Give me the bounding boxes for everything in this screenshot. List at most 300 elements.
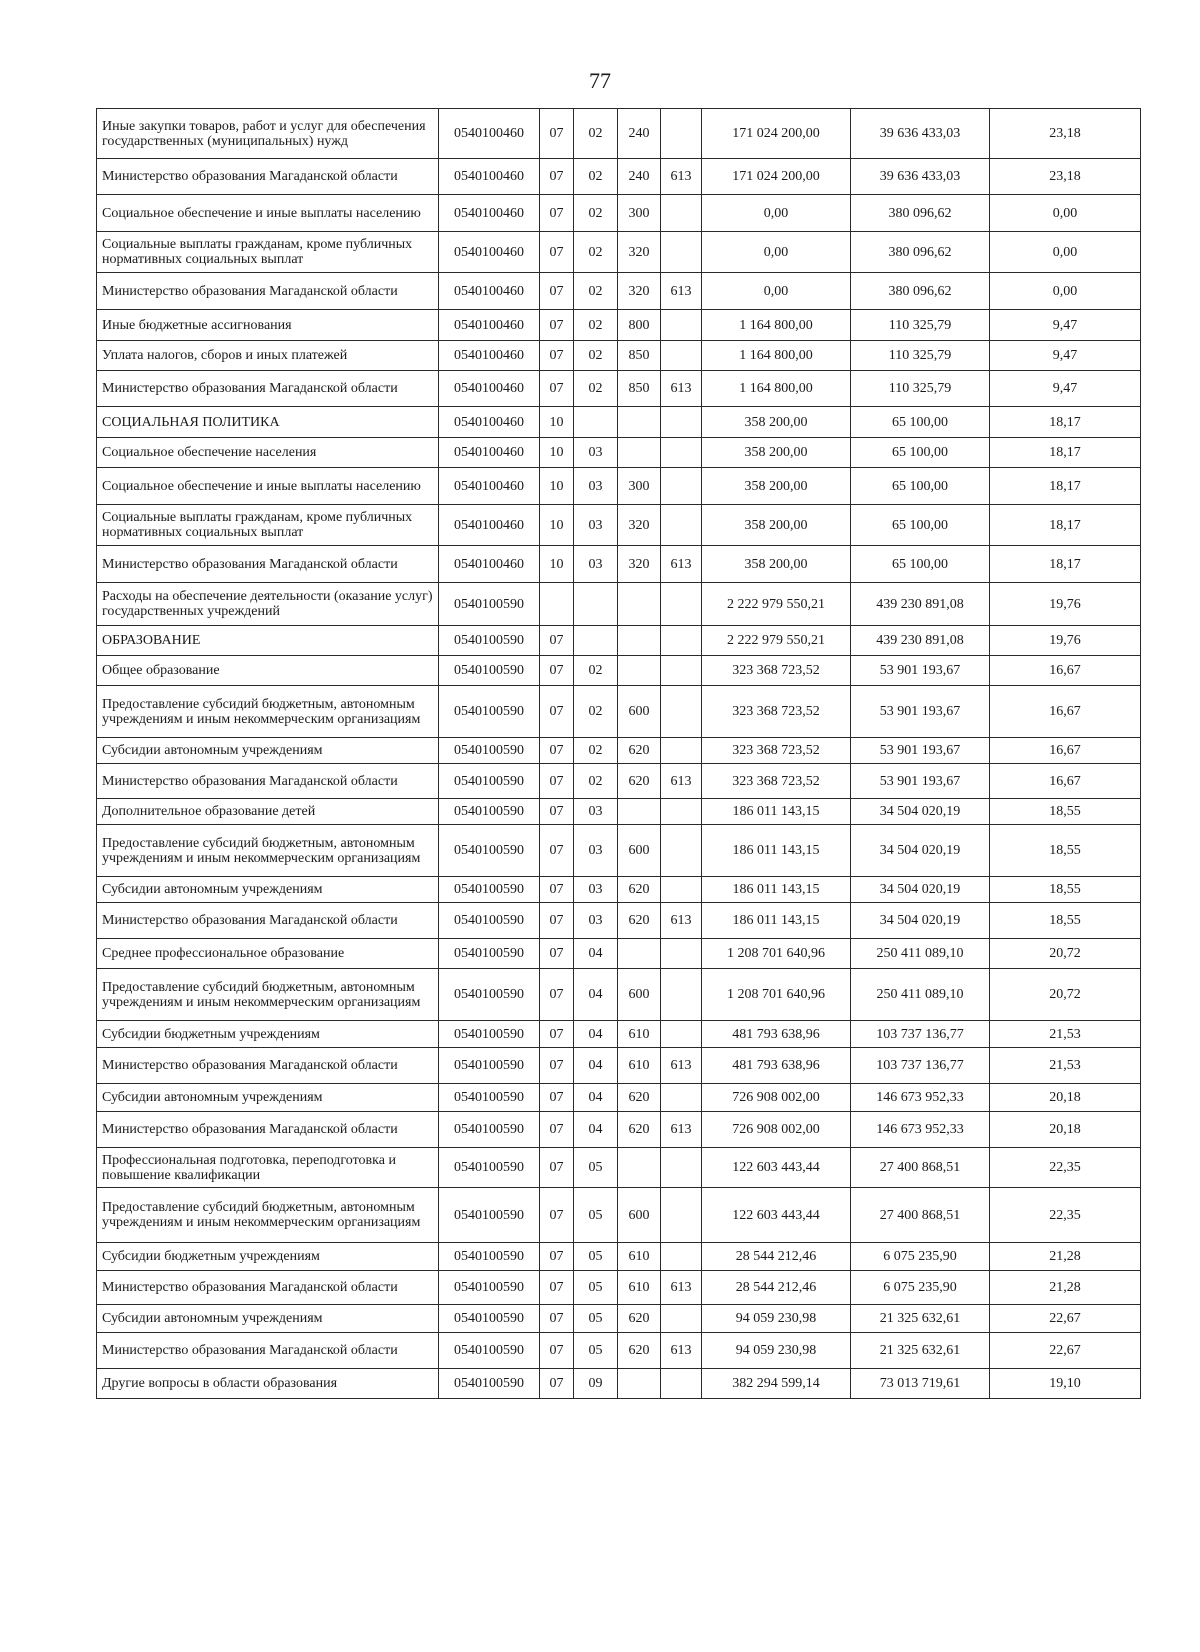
row-grbs-code: 613 (661, 1333, 702, 1369)
row-actual-amount: 146 673 952,33 (851, 1112, 990, 1148)
row-percent: 18,17 (990, 407, 1141, 438)
row-expense-type (618, 1148, 661, 1188)
row-csr-code: 0540100590 (439, 969, 540, 1021)
row-actual-amount: 21 325 632,61 (851, 1305, 990, 1333)
row-actual-amount: 53 901 193,67 (851, 686, 990, 738)
row-csr-code: 0540100460 (439, 407, 540, 438)
row-section: 07 (540, 1084, 574, 1112)
row-actual-amount: 250 411 089,10 (851, 939, 990, 969)
row-planned-amount: 1 208 701 640,96 (702, 939, 851, 969)
row-expense-type: 850 (618, 371, 661, 407)
row-actual-amount: 146 673 952,33 (851, 1084, 990, 1112)
row-actual-amount: 34 504 020,19 (851, 903, 990, 939)
row-actual-amount: 65 100,00 (851, 546, 990, 583)
row-expense-type: 850 (618, 341, 661, 371)
table-row (97, 195, 1141, 232)
row-expense-type: 620 (618, 1333, 661, 1369)
row-subsection: 04 (574, 1048, 618, 1084)
row-planned-amount: 28 544 212,46 (702, 1271, 851, 1305)
row-percent: 23,18 (990, 109, 1141, 159)
row-actual-amount: 21 325 632,61 (851, 1333, 990, 1369)
table-row (97, 371, 1141, 407)
row-grbs-code (661, 969, 702, 1021)
page-number: 77 (589, 68, 611, 93)
row-grbs-code (661, 341, 702, 371)
row-expense-type: 620 (618, 738, 661, 764)
row-percent: 19,10 (990, 1369, 1141, 1399)
row-expense-type: 600 (618, 1188, 661, 1243)
row-grbs-code (661, 686, 702, 738)
row-planned-amount: 186 011 143,15 (702, 799, 851, 825)
row-grbs-code (661, 468, 702, 505)
row-section: 07 (540, 1243, 574, 1271)
row-section: 07 (540, 232, 574, 273)
row-actual-amount: 110 325,79 (851, 310, 990, 341)
row-percent: 22,67 (990, 1305, 1141, 1333)
row-name: Субсидии автономным учреждениям (97, 877, 439, 903)
row-expense-type: 610 (618, 1021, 661, 1048)
row-csr-code: 0540100590 (439, 1305, 540, 1333)
row-grbs-code (661, 1084, 702, 1112)
row-csr-code: 0540100460 (439, 310, 540, 341)
row-csr-code: 0540100460 (439, 273, 540, 310)
row-csr-code: 0540100460 (439, 109, 540, 159)
row-actual-amount: 53 901 193,67 (851, 656, 990, 686)
table-row (97, 1021, 1141, 1048)
table-row (97, 438, 1141, 468)
row-name: Министерство образования Магаданской области (97, 764, 439, 799)
table-row (97, 686, 1141, 738)
row-planned-amount: 358 200,00 (702, 468, 851, 505)
row-name: Предоставление субсидий бюджетным, автономным учреждениям и иным некоммерческим организациям (97, 686, 439, 738)
row-percent: 23,18 (990, 159, 1141, 195)
row-actual-amount: 439 230 891,08 (851, 626, 990, 656)
row-section: 10 (540, 505, 574, 546)
row-subsection: 03 (574, 505, 618, 546)
table-row (97, 1148, 1141, 1188)
row-percent: 21,53 (990, 1048, 1141, 1084)
row-expense-type: 320 (618, 546, 661, 583)
row-section: 07 (540, 764, 574, 799)
row-subsection: 04 (574, 939, 618, 969)
row-subsection: 02 (574, 341, 618, 371)
row-csr-code: 0540100590 (439, 656, 540, 686)
row-grbs-code (661, 195, 702, 232)
table-row (97, 583, 1141, 626)
table-row (97, 969, 1141, 1021)
row-subsection: 02 (574, 159, 618, 195)
table-row (97, 1084, 1141, 1112)
row-planned-amount: 323 368 723,52 (702, 686, 851, 738)
row-planned-amount: 122 603 443,44 (702, 1148, 851, 1188)
row-planned-amount: 481 793 638,96 (702, 1048, 851, 1084)
table-row (97, 1243, 1141, 1271)
row-actual-amount: 27 400 868,51 (851, 1148, 990, 1188)
row-subsection: 05 (574, 1243, 618, 1271)
row-actual-amount: 103 737 136,77 (851, 1021, 990, 1048)
row-csr-code: 0540100460 (439, 195, 540, 232)
row-percent: 0,00 (990, 232, 1141, 273)
row-section: 07 (540, 1148, 574, 1188)
row-csr-code: 0540100590 (439, 1148, 540, 1188)
table-row (97, 626, 1141, 656)
row-csr-code: 0540100590 (439, 1369, 540, 1399)
row-section: 07 (540, 799, 574, 825)
row-planned-amount: 171 024 200,00 (702, 109, 851, 159)
row-name: Социальные выплаты гражданам, кроме публичных нормативных социальных выплат (97, 232, 439, 273)
table-row (97, 877, 1141, 903)
row-grbs-code (661, 656, 702, 686)
row-section: 07 (540, 738, 574, 764)
row-planned-amount: 0,00 (702, 195, 851, 232)
row-section: 07 (540, 371, 574, 407)
row-csr-code: 0540100460 (439, 159, 540, 195)
table-row (97, 1305, 1141, 1333)
row-planned-amount: 323 368 723,52 (702, 656, 851, 686)
row-subsection: 05 (574, 1333, 618, 1369)
row-actual-amount: 65 100,00 (851, 407, 990, 438)
row-grbs-code (661, 232, 702, 273)
row-expense-type (618, 939, 661, 969)
row-name: Предоставление субсидий бюджетным, автономным учреждениям и иным некоммерческим организациям (97, 1188, 439, 1243)
row-actual-amount: 103 737 136,77 (851, 1048, 990, 1084)
row-section (540, 583, 574, 626)
table-row (97, 341, 1141, 371)
row-percent: 9,47 (990, 310, 1141, 341)
row-section: 07 (540, 825, 574, 877)
row-section: 07 (540, 1271, 574, 1305)
row-expense-type: 620 (618, 764, 661, 799)
row-subsection: 05 (574, 1188, 618, 1243)
row-subsection: 02 (574, 686, 618, 738)
table-row (97, 273, 1141, 310)
row-name: Дополнительное образование детей (97, 799, 439, 825)
row-section: 07 (540, 1188, 574, 1243)
row-csr-code: 0540100590 (439, 764, 540, 799)
row-csr-code: 0540100460 (439, 371, 540, 407)
row-name: Предоставление субсидий бюджетным, автономным учреждениям и иным некоммерческим организациям (97, 825, 439, 877)
row-name: Министерство образования Магаданской области (97, 1112, 439, 1148)
row-percent: 20,72 (990, 969, 1141, 1021)
row-name: Предоставление субсидий бюджетным, автономным учреждениям и иным некоммерческим организациям (97, 969, 439, 1021)
row-grbs-code (661, 1021, 702, 1048)
row-section: 10 (540, 546, 574, 583)
row-percent: 22,35 (990, 1188, 1141, 1243)
table-row (97, 1112, 1141, 1148)
row-planned-amount: 28 544 212,46 (702, 1243, 851, 1271)
row-name: Иные бюджетные ассигнования (97, 310, 439, 341)
row-name: Субсидии бюджетным учреждениям (97, 1021, 439, 1048)
row-grbs-code (661, 939, 702, 969)
row-planned-amount: 186 011 143,15 (702, 825, 851, 877)
row-name: Субсидии автономным учреждениям (97, 738, 439, 764)
row-planned-amount: 358 200,00 (702, 407, 851, 438)
row-planned-amount: 2 222 979 550,21 (702, 583, 851, 626)
row-percent: 0,00 (990, 273, 1141, 310)
row-csr-code: 0540100590 (439, 877, 540, 903)
row-planned-amount: 358 200,00 (702, 438, 851, 468)
row-expense-type (618, 799, 661, 825)
row-name: Другие вопросы в области образования (97, 1369, 439, 1399)
row-percent: 18,55 (990, 903, 1141, 939)
row-planned-amount: 726 908 002,00 (702, 1112, 851, 1148)
row-csr-code: 0540100590 (439, 939, 540, 969)
row-grbs-code (661, 310, 702, 341)
row-percent: 16,67 (990, 764, 1141, 799)
row-percent: 16,67 (990, 686, 1141, 738)
row-planned-amount: 94 059 230,98 (702, 1305, 851, 1333)
row-name: Министерство образования Магаданской области (97, 1271, 439, 1305)
row-section: 10 (540, 438, 574, 468)
row-expense-type: 320 (618, 505, 661, 546)
row-csr-code: 0540100590 (439, 825, 540, 877)
row-percent: 18,17 (990, 505, 1141, 546)
row-actual-amount: 39 636 433,03 (851, 159, 990, 195)
table-row (97, 310, 1141, 341)
row-subsection: 02 (574, 109, 618, 159)
row-percent: 19,76 (990, 583, 1141, 626)
row-expense-type (618, 407, 661, 438)
row-percent: 9,47 (990, 371, 1141, 407)
row-section: 07 (540, 686, 574, 738)
row-percent: 18,55 (990, 825, 1141, 877)
row-name: Министерство образования Магаданской области (97, 371, 439, 407)
table-row (97, 1048, 1141, 1084)
row-grbs-code: 613 (661, 903, 702, 939)
row-grbs-code (661, 738, 702, 764)
row-actual-amount: 34 504 020,19 (851, 799, 990, 825)
row-subsection: 04 (574, 1084, 618, 1112)
row-planned-amount: 358 200,00 (702, 505, 851, 546)
row-subsection: 02 (574, 656, 618, 686)
table-row (97, 468, 1141, 505)
row-subsection: 04 (574, 1112, 618, 1148)
row-actual-amount: 110 325,79 (851, 341, 990, 371)
row-expense-type: 600 (618, 825, 661, 877)
row-planned-amount: 94 059 230,98 (702, 1333, 851, 1369)
row-expense-type: 300 (618, 468, 661, 505)
row-csr-code: 0540100590 (439, 1084, 540, 1112)
row-actual-amount: 34 504 020,19 (851, 877, 990, 903)
row-grbs-code (661, 626, 702, 656)
row-section: 07 (540, 310, 574, 341)
row-section: 07 (540, 1305, 574, 1333)
row-csr-code: 0540100590 (439, 799, 540, 825)
row-section: 10 (540, 407, 574, 438)
row-subsection: 03 (574, 825, 618, 877)
row-planned-amount: 0,00 (702, 273, 851, 310)
row-percent: 18,55 (990, 877, 1141, 903)
table-row (97, 656, 1141, 686)
row-name: Субсидии автономным учреждениям (97, 1305, 439, 1333)
row-subsection: 03 (574, 799, 618, 825)
row-name: Иные закупки товаров, работ и услуг для обеспечения государственных (муниципальных) нужд (97, 109, 439, 159)
row-section: 07 (540, 273, 574, 310)
row-name: Профессиональная подготовка, переподготовка и повышение квалификации (97, 1148, 439, 1188)
row-percent: 20,72 (990, 939, 1141, 969)
table-row (97, 1369, 1141, 1399)
row-planned-amount: 726 908 002,00 (702, 1084, 851, 1112)
row-grbs-code: 613 (661, 764, 702, 799)
row-subsection: 02 (574, 310, 618, 341)
row-expense-type: 620 (618, 1305, 661, 1333)
row-percent: 18,17 (990, 438, 1141, 468)
row-actual-amount: 110 325,79 (851, 371, 990, 407)
table-row (97, 505, 1141, 546)
row-subsection: 03 (574, 877, 618, 903)
row-actual-amount: 6 075 235,90 (851, 1271, 990, 1305)
row-planned-amount: 171 024 200,00 (702, 159, 851, 195)
row-grbs-code (661, 109, 702, 159)
row-percent: 22,35 (990, 1148, 1141, 1188)
row-csr-code: 0540100460 (439, 438, 540, 468)
row-expense-type (618, 1369, 661, 1399)
row-percent: 18,17 (990, 546, 1141, 583)
row-subsection: 04 (574, 969, 618, 1021)
row-expense-type (618, 438, 661, 468)
row-section: 07 (540, 1333, 574, 1369)
row-section: 07 (540, 159, 574, 195)
row-name: Среднее профессиональное образование (97, 939, 439, 969)
row-percent: 22,67 (990, 1333, 1141, 1369)
row-section: 07 (540, 969, 574, 1021)
row-grbs-code (661, 825, 702, 877)
row-percent: 21,28 (990, 1271, 1141, 1305)
row-csr-code: 0540100590 (439, 1188, 540, 1243)
row-name: Субсидии автономным учреждениям (97, 1084, 439, 1112)
row-actual-amount: 65 100,00 (851, 438, 990, 468)
row-grbs-code: 613 (661, 1112, 702, 1148)
row-expense-type: 800 (618, 310, 661, 341)
table-row (97, 109, 1141, 159)
row-planned-amount: 186 011 143,15 (702, 903, 851, 939)
row-subsection: 02 (574, 232, 618, 273)
row-csr-code: 0540100460 (439, 505, 540, 546)
row-name: ОБРАЗОВАНИЕ (97, 626, 439, 656)
row-csr-code: 0540100590 (439, 1333, 540, 1369)
row-expense-type: 600 (618, 969, 661, 1021)
row-percent: 20,18 (990, 1112, 1141, 1148)
table-row (97, 159, 1141, 195)
row-grbs-code (661, 1148, 702, 1188)
row-grbs-code: 613 (661, 273, 702, 310)
row-expense-type: 610 (618, 1243, 661, 1271)
row-actual-amount: 380 096,62 (851, 195, 990, 232)
row-expense-type: 240 (618, 109, 661, 159)
row-section: 07 (540, 1021, 574, 1048)
row-percent: 0,00 (990, 195, 1141, 232)
row-section: 07 (540, 877, 574, 903)
row-expense-type (618, 583, 661, 626)
budget-table (96, 108, 1141, 1399)
row-subsection: 02 (574, 371, 618, 407)
table-row (97, 1271, 1141, 1305)
row-csr-code: 0540100590 (439, 1271, 540, 1305)
row-planned-amount: 2 222 979 550,21 (702, 626, 851, 656)
row-grbs-code (661, 438, 702, 468)
row-actual-amount: 73 013 719,61 (851, 1369, 990, 1399)
row-actual-amount: 34 504 020,19 (851, 825, 990, 877)
row-planned-amount: 1 164 800,00 (702, 371, 851, 407)
table-row (97, 546, 1141, 583)
row-percent: 18,55 (990, 799, 1141, 825)
row-csr-code: 0540100460 (439, 468, 540, 505)
row-grbs-code (661, 1369, 702, 1399)
row-csr-code: 0540100590 (439, 583, 540, 626)
row-actual-amount: 6 075 235,90 (851, 1243, 990, 1271)
row-grbs-code (661, 877, 702, 903)
row-csr-code: 0540100460 (439, 546, 540, 583)
row-expense-type: 320 (618, 273, 661, 310)
row-name: Министерство образования Магаданской области (97, 159, 439, 195)
row-grbs-code: 613 (661, 371, 702, 407)
row-actual-amount: 53 901 193,67 (851, 764, 990, 799)
table-row (97, 407, 1141, 438)
row-subsection: 02 (574, 764, 618, 799)
row-csr-code: 0540100460 (439, 341, 540, 371)
row-subsection: 03 (574, 903, 618, 939)
row-planned-amount: 1 208 701 640,96 (702, 969, 851, 1021)
row-planned-amount: 1 164 800,00 (702, 341, 851, 371)
row-section: 07 (540, 341, 574, 371)
row-subsection (574, 407, 618, 438)
table-row (97, 799, 1141, 825)
row-subsection: 02 (574, 195, 618, 232)
row-planned-amount: 323 368 723,52 (702, 764, 851, 799)
row-section: 07 (540, 195, 574, 232)
row-name: Министерство образования Магаданской области (97, 1333, 439, 1369)
row-name: Социальное обеспечение и иные выплаты населению (97, 195, 439, 232)
row-percent: 9,47 (990, 341, 1141, 371)
row-csr-code: 0540100590 (439, 1021, 540, 1048)
row-csr-code: 0540100590 (439, 1048, 540, 1084)
row-expense-type: 600 (618, 686, 661, 738)
row-grbs-code: 613 (661, 159, 702, 195)
row-subsection (574, 583, 618, 626)
row-name: Министерство образования Магаданской области (97, 1048, 439, 1084)
row-name: Субсидии бюджетным учреждениям (97, 1243, 439, 1271)
row-planned-amount: 481 793 638,96 (702, 1021, 851, 1048)
row-subsection: 04 (574, 1021, 618, 1048)
row-expense-type: 620 (618, 903, 661, 939)
row-planned-amount: 1 164 800,00 (702, 310, 851, 341)
row-name: Социальное обеспечение населения (97, 438, 439, 468)
row-expense-type: 620 (618, 1112, 661, 1148)
row-expense-type: 620 (618, 1084, 661, 1112)
row-grbs-code (661, 505, 702, 546)
row-expense-type: 320 (618, 232, 661, 273)
row-subsection: 09 (574, 1369, 618, 1399)
row-subsection: 05 (574, 1271, 618, 1305)
row-csr-code: 0540100590 (439, 626, 540, 656)
row-csr-code: 0540100590 (439, 1112, 540, 1148)
row-actual-amount: 65 100,00 (851, 468, 990, 505)
row-grbs-code: 613 (661, 1271, 702, 1305)
row-subsection: 02 (574, 273, 618, 310)
table-row (97, 764, 1141, 799)
row-csr-code: 0540100590 (439, 738, 540, 764)
row-expense-type: 620 (618, 877, 661, 903)
row-percent: 21,28 (990, 1243, 1141, 1271)
row-grbs-code (661, 799, 702, 825)
row-expense-type: 240 (618, 159, 661, 195)
table-row (97, 825, 1141, 877)
row-subsection: 03 (574, 546, 618, 583)
row-planned-amount: 0,00 (702, 232, 851, 273)
row-section: 07 (540, 903, 574, 939)
row-grbs-code (661, 1243, 702, 1271)
row-actual-amount: 250 411 089,10 (851, 969, 990, 1021)
